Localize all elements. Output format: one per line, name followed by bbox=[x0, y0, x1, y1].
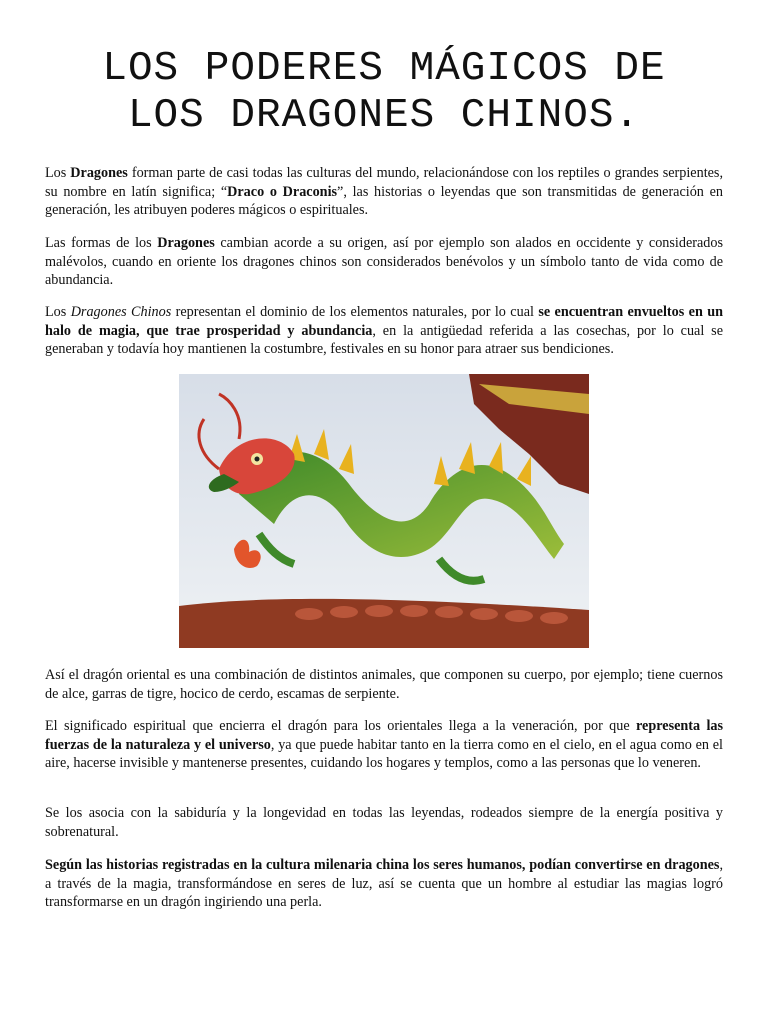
p5-bold-fuerzas: representa las fuerzas de la naturaleza y el universo bbox=[45, 718, 724, 753]
p3-italic-dragones-chinos: Dragones Chinos bbox=[70, 304, 172, 320]
p1-text-c: forman parte de casi todas las culturas del mundo, relacionándose con los reptiles o grandes serpientes, su nombre en latín significa; “ bbox=[45, 165, 724, 200]
p3-bold-halo: se encuentran envueltos en un halo de magia, que trae prosperidad y abundancia bbox=[45, 304, 724, 339]
p3-text-c: representan el dominio de los elementos naturales, por lo cual bbox=[171, 304, 539, 320]
p7-bold-historias: Según las historias registradas en la cultura milenaria china los seres humanos, podían convertirse en dragones bbox=[45, 857, 720, 873]
p2-text-a: Las formas de los bbox=[45, 235, 158, 251]
p1-bold-draco: Draco o Draconis bbox=[227, 183, 338, 200]
dragon-sculpture-photo-icon bbox=[179, 374, 589, 648]
paragraph-2 bbox=[45, 234, 723, 290]
p3-text-a: Los bbox=[45, 304, 71, 320]
p1-text-d: ”, las historias o leyendas que son transmitidas de generación en generación, les atribuyen poderes mágicos o espirituales. bbox=[45, 183, 723, 219]
p5-text-c: , ya que puede habitar tanto en la tierra como en el cielo, en el agua como en el aire, hacerse invisible y mantenerse presentes, cuidando los hogares y templos, como a las personas que lo veneren. bbox=[45, 736, 723, 772]
paragraph-1 bbox=[45, 164, 723, 220]
document-title bbox=[0, 46, 768, 140]
paragraph-3 bbox=[45, 303, 723, 359]
paragraph-6: Se los asocia con la sabiduría y la longevidad en todas las leyendas, rodeados siempre de la energía positiva y sobrenatural. bbox=[45, 805, 723, 840]
paragraph-7 bbox=[45, 856, 723, 912]
p1-text-a: Los bbox=[45, 165, 71, 181]
p1-bold-dragones: Dragones bbox=[70, 165, 128, 181]
paragraph-5 bbox=[45, 717, 723, 773]
title-line-1: LOS PODERES MÁGICOS DE bbox=[102, 46, 666, 92]
title-line-2: LOS DRAGONES CHINOS. bbox=[127, 93, 641, 139]
p7-text-c: , a través de la magia, transformándose en seres de luz, así se cuenta que un hombre al estudiar las magias logró transformarse en un dragón ingiriendo una perla. bbox=[45, 857, 723, 911]
dragon-photo bbox=[179, 374, 589, 648]
p3-text-d: , en la antigüedad referida a las cosechas, por lo cual se generaban y todavía hoy mantienen la costumbre, festivales en su honor para atraer sus bendiciones. bbox=[45, 322, 723, 358]
p2-text-c: cambian acorde a su origen, así por ejemplo son alados en occidente y considerados malévolos, cuando en oriente los dragones chinos son considerados benévolos y un símbolo tanto de vida como de abundancia. bbox=[45, 235, 723, 289]
p5-text-a: El significado espiritual que encierra el dragón para los orientales llega a la veneración, por que bbox=[45, 718, 637, 734]
p2-bold-dragones: Dragones bbox=[157, 235, 215, 251]
paragraph-4: Así el dragón oriental es una combinación de distintos animales, que componen su cuerpo, por ejemplo; tiene cuernos de alce, garras de tigre, hocico de cerdo, escamas de serpiente. bbox=[45, 667, 723, 702]
